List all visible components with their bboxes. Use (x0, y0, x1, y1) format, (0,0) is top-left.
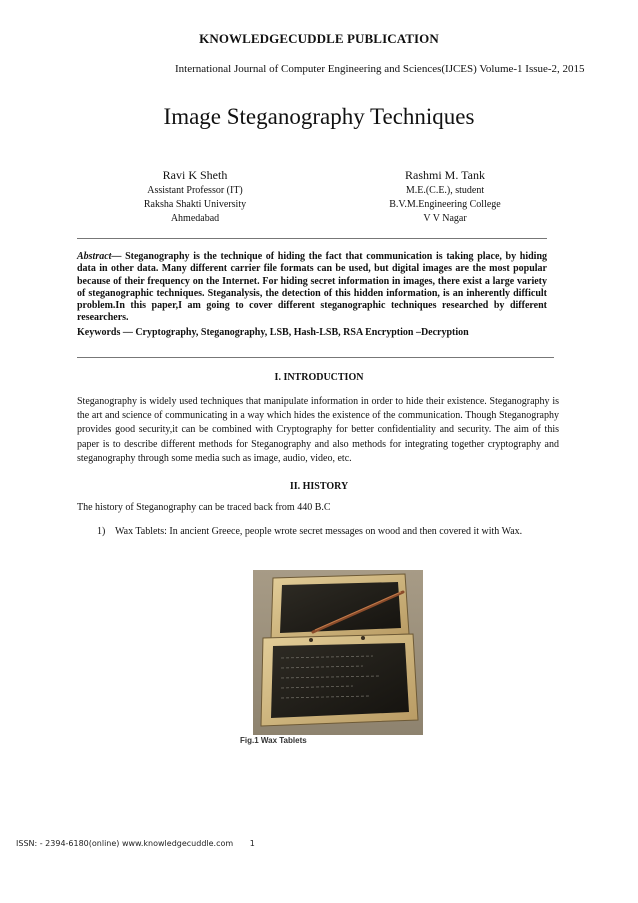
history-paragraph: The history of Steganography can be traced back from 440 B.C (77, 502, 331, 513)
abstract (77, 251, 547, 325)
footer-issn: ISSN: - 2394-6180(online) (16, 839, 120, 848)
paper-title: Image Steganography Techniques (163, 104, 475, 129)
publisher-name: KNOWLEDGECUDDLE PUBLICATION (199, 31, 439, 46)
page-number: 1 (249, 839, 255, 848)
footer (16, 839, 255, 848)
divider-top (77, 238, 547, 239)
list-item-number: 1) (97, 526, 106, 537)
author-name: Ravi K Sheth (162, 168, 228, 182)
wax-tablets-image (253, 570, 423, 735)
keywords: Keywords — Cryptography, Steganography, LSB, Hash-LSB, RSA Encryption –Decryption (77, 327, 469, 338)
figure-caption: Fig.1 Wax Tablets (240, 736, 307, 745)
author-location: V V Nagar (423, 213, 467, 224)
journal-info: International Journal of Computer Engineering and Sciences(IJCES) Volume-1 Issue-2, 2015 (175, 63, 585, 75)
abstract-text: Steganography is the technique of hiding the fact that communication is taking place, by hiding data in other data. Many different carrier file formats can be used, but digital images are the most popular because of their frequency on the Internet. For hiding secret information in images, there exist a large variety of steganographic techniques. Steganalysis, the detection of this hidden information, is an inherently difficult problem.In this paper,I am going to cover different steganographic techniques researched by different researchers. (77, 251, 547, 324)
author-affiliation: B.V.M.Engineering College (389, 199, 501, 210)
author-name: Rashmi M. Tank (405, 168, 485, 182)
author-block-1 (110, 166, 280, 226)
author-role: M.E.(C.E.), student (405, 185, 485, 196)
footer-website: www.knowledgecuddle.com (121, 839, 234, 848)
author-block-2 (355, 166, 535, 226)
author-role: Assistant Professor (IT) (147, 185, 243, 196)
abstract-label: Abstract— (77, 251, 122, 262)
list-item-text: Wax Tablets: In ancient Greece, people wrote secret messages on wood and then covered it with Wax. (115, 526, 523, 537)
section-heading-introduction: I. INTRODUCTION (274, 372, 364, 383)
author-location: Ahmedabad (170, 213, 220, 224)
list-item (97, 526, 522, 537)
section-heading-history: II. HISTORY (289, 481, 349, 492)
introduction-paragraph: Steganography is widely used techniques that manipulate information in order to hide their existence. Steganography is the art and science of communicating in a way which hides the existence of the communication. Though Steganography provides good security,it can be combined with Cryptography for better confidentiality and security. The aim of this paper is to describe different methods for Steganography and also methods for integrating together cryptography and steganography through some media such as image, audio, video, etc. (77, 396, 559, 464)
divider-bottom (77, 357, 554, 358)
author-affiliation: Raksha Shakti University (143, 199, 247, 210)
